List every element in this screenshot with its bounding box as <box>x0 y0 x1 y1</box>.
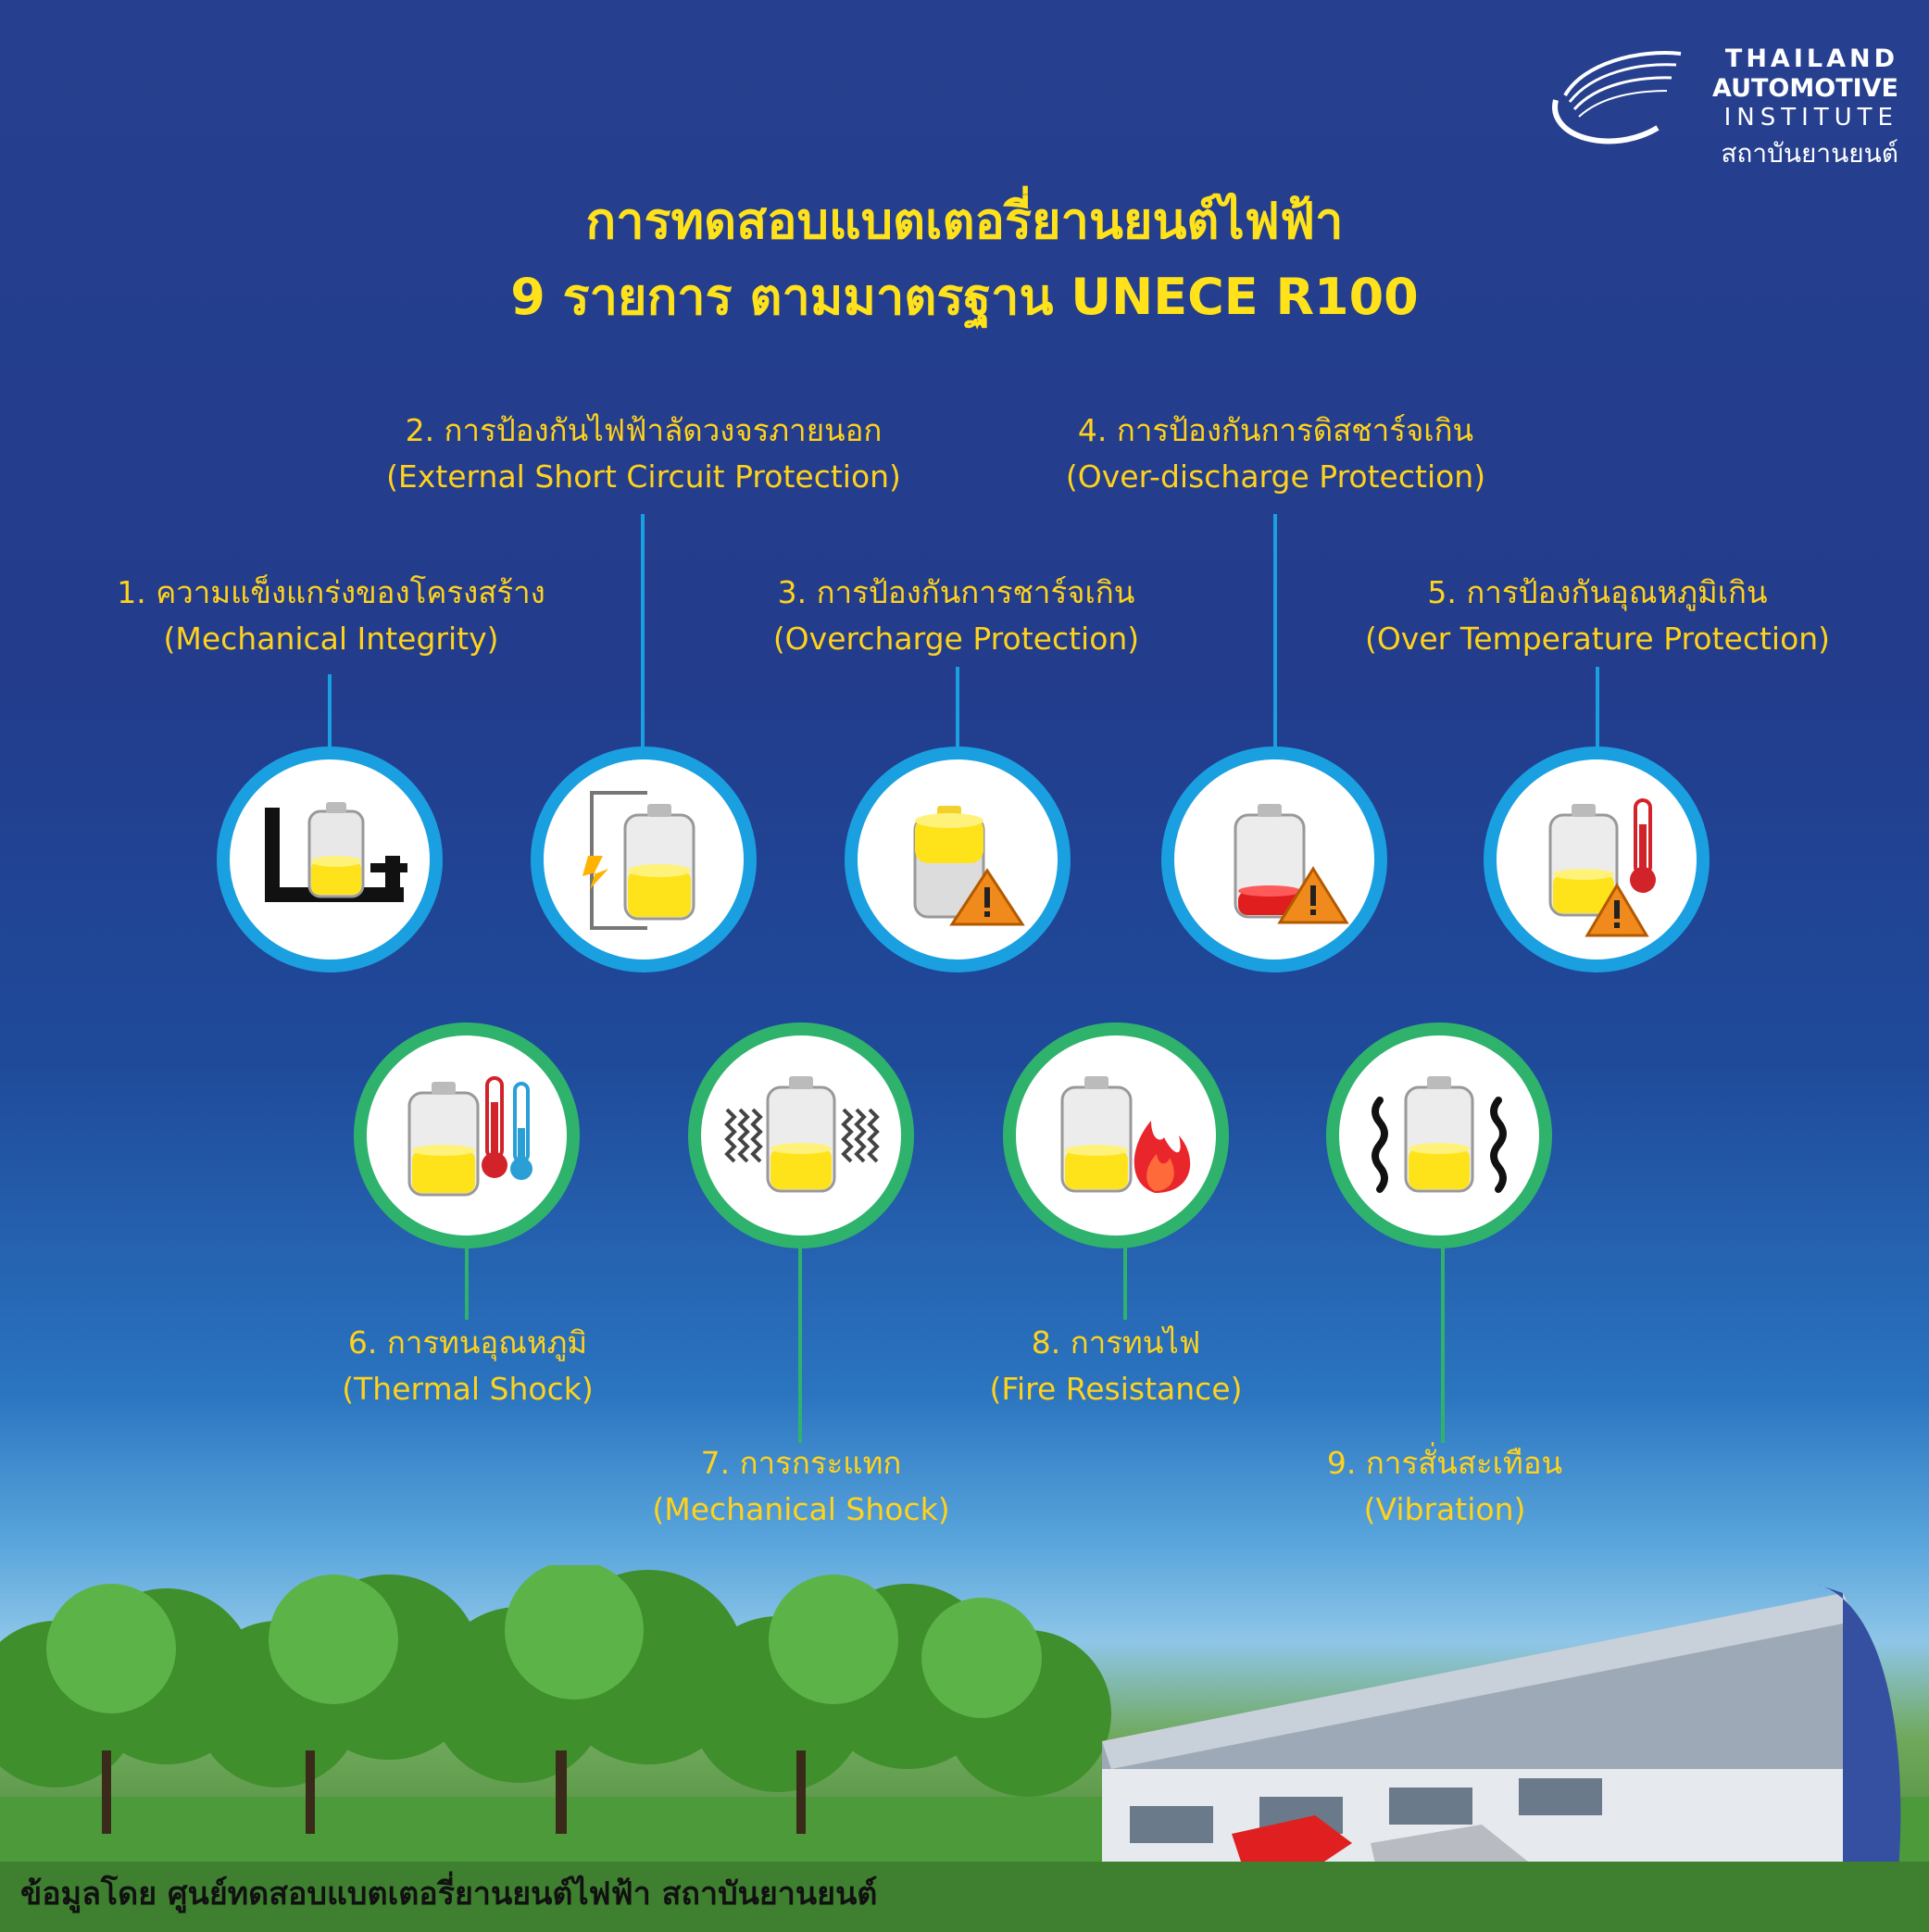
connector-7 <box>798 1241 802 1443</box>
overcharge-icon <box>858 759 1058 960</box>
test-7-label <box>602 1440 1000 1533</box>
test-3-badge <box>845 746 1071 972</box>
connector-3 <box>956 667 959 748</box>
thermal-shock-icon <box>367 1035 567 1236</box>
mechanical-shock-icon <box>701 1035 901 1236</box>
test-5-thai: 5. การป้องกันอุณหภูมิเกิน <box>1427 574 1768 610</box>
test-2-english: (External Short Circuit Protection) <box>386 458 901 495</box>
test-4-badge <box>1161 746 1387 972</box>
test-4-english: (Over-discharge Protection) <box>1065 458 1486 495</box>
logo-line-institute: INSTITUTE <box>1723 104 1898 132</box>
test-9-english: (Vibration) <box>1363 1491 1526 1527</box>
test-6-english: (Thermal Shock) <box>342 1371 594 1407</box>
swoosh-logo-icon <box>1528 44 1685 165</box>
test-5-label <box>1310 570 1885 662</box>
test-1-badge <box>217 746 443 972</box>
test-5-badge <box>1484 746 1710 972</box>
connector-1 <box>328 674 332 748</box>
test-9-thai: 9. การสั่นสะเทือน <box>1326 1445 1563 1481</box>
over-temperature-icon <box>1497 759 1697 960</box>
mechanical-integrity-icon <box>230 759 430 960</box>
connector-6 <box>465 1241 469 1320</box>
test-5-english: (Over Temperature Protection) <box>1364 621 1831 657</box>
test-6-badge <box>354 1022 580 1248</box>
test-2-thai: 2. การป้องกันไฟฟ้าลัดวงจรภายนอก <box>405 412 883 448</box>
test-3-english: (Overcharge Protection) <box>772 621 1140 657</box>
connector-8 <box>1123 1241 1127 1320</box>
test-8-english: (Fire Resistance) <box>989 1371 1243 1407</box>
test-2-badge <box>531 746 757 972</box>
fire-resistance-icon <box>1016 1035 1216 1236</box>
test-7-badge <box>688 1022 914 1248</box>
logo-line-thailand: THAILAND <box>1724 44 1898 73</box>
logo-line-thai: สถาบันยานยนต์ <box>1721 138 1898 169</box>
test-2-label <box>343 408 945 500</box>
test-7-english: (Mechanical Shock) <box>652 1491 950 1527</box>
test-6-label <box>296 1320 639 1412</box>
source-footer: ข้อมูลโดย ศูนย์ทดสอบแบตเตอรี่ยานยนต์ไฟฟ้า สถาบันยานยนต์ <box>20 1876 878 1913</box>
vibration-icon <box>1339 1035 1539 1236</box>
page-title-line1: การทดสอบแบตเตอรี่ยานยนต์ไฟฟ้า <box>585 192 1344 250</box>
test-7-thai: 7. การกระแทก <box>700 1445 902 1481</box>
over-discharge-icon <box>1174 759 1374 960</box>
connector-2 <box>641 514 645 748</box>
connector-9 <box>1441 1241 1445 1443</box>
test-4-label <box>1028 408 1523 500</box>
test-9-label <box>1278 1440 1611 1533</box>
page-title-line2: 9 รายการ ตามมาตรฐาน UNECE R100 <box>510 268 1419 326</box>
test-8-thai: 8. การทนไฟ <box>1031 1324 1201 1361</box>
connector-4 <box>1273 514 1277 748</box>
test-1-label <box>65 570 597 662</box>
test-1-thai: 1. ความแข็งแกร่งของโครงสร้าง <box>117 574 545 610</box>
test-9-badge <box>1326 1022 1552 1248</box>
tai-logo <box>1528 44 1898 174</box>
test-6-thai: 6. การทนอุณหภูมิ <box>347 1324 588 1361</box>
test-1-english: (Mechanical Integrity) <box>163 621 499 657</box>
short-circuit-icon <box>544 759 744 960</box>
test-8-label <box>945 1320 1287 1412</box>
test-4-thai: 4. การป้องกันการดิสชาร์จเกิน <box>1077 412 1474 448</box>
test-8-badge <box>1003 1022 1229 1248</box>
test-3-label <box>722 570 1190 662</box>
logo-line-automotive: AUTOMOTIVE <box>1712 74 1898 103</box>
connector-5 <box>1596 667 1599 748</box>
test-3-thai: 3. การป้องกันการชาร์จเกิน <box>777 574 1135 610</box>
